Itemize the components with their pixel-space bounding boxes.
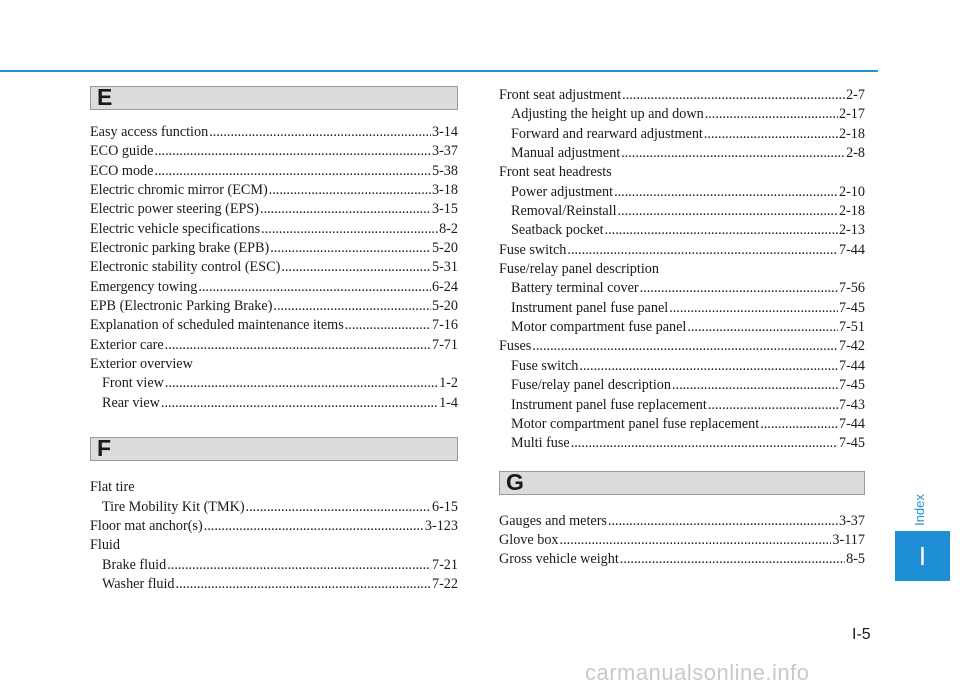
entry-page: 2-17 xyxy=(838,106,865,123)
index-list-f xyxy=(90,478,458,594)
entry-label: Electric chromic mirror (ECM) xyxy=(90,182,268,199)
index-entry[interactable] xyxy=(499,86,865,105)
entry-page: 7-16 xyxy=(431,317,458,334)
entry-label: Washer fluid xyxy=(102,575,175,592)
index-entry xyxy=(499,163,865,182)
top-rule xyxy=(0,70,878,72)
entry-label: Battery terminal cover xyxy=(511,280,639,297)
entry-label: Fluid xyxy=(90,537,120,554)
entry-label: ECO mode xyxy=(90,162,154,179)
entry-page: 2-18 xyxy=(838,125,865,142)
entry-label: Exterior overview xyxy=(90,356,193,373)
entry-page: 3-37 xyxy=(838,512,865,529)
dot-leader xyxy=(620,550,845,569)
entry-label: Electric power steering (EPS) xyxy=(90,201,260,218)
entry-label: Gauges and meters xyxy=(499,512,607,529)
index-entry[interactable] xyxy=(90,239,458,258)
entry-page: 7-45 xyxy=(838,377,865,394)
index-entry xyxy=(90,536,458,555)
entry-label: Front seat headrests xyxy=(499,164,612,181)
entry-label: Gross vehicle weight xyxy=(499,551,619,568)
dot-leader xyxy=(532,337,838,356)
index-entry[interactable] xyxy=(90,316,458,335)
dot-leader xyxy=(273,297,431,316)
entry-page: 5-31 xyxy=(431,259,458,276)
index-subentry[interactable] xyxy=(499,279,865,298)
index-entry[interactable] xyxy=(499,241,865,260)
entry-page: 7-71 xyxy=(431,336,458,353)
dot-leader xyxy=(154,162,431,181)
entry-label: Instrument panel fuse panel xyxy=(511,299,669,316)
index-entry xyxy=(90,355,458,374)
dot-leader xyxy=(176,575,431,594)
entry-page: 2-13 xyxy=(838,222,865,239)
dot-leader xyxy=(281,258,431,277)
entry-label: Electronic stability control (ESC) xyxy=(90,259,281,276)
index-subentry[interactable] xyxy=(499,318,865,337)
entry-page: 7-21 xyxy=(431,556,458,573)
section-letter-e: E xyxy=(97,84,113,110)
dot-leader xyxy=(161,394,438,413)
section-header-e xyxy=(90,86,458,110)
index-subentry[interactable] xyxy=(90,556,458,575)
entry-label: Fuse switch xyxy=(499,241,567,258)
index-subentry[interactable] xyxy=(499,183,865,202)
index-entry xyxy=(499,260,865,279)
index-subentry[interactable] xyxy=(90,498,458,517)
entry-page: 7-43 xyxy=(838,396,865,413)
entry-label: Brake fluid xyxy=(102,556,167,573)
entry-page: 6-24 xyxy=(431,278,458,295)
index-entry[interactable] xyxy=(90,336,458,355)
entry-label: Manual adjustment xyxy=(511,145,621,162)
index-entry[interactable] xyxy=(90,297,458,316)
dot-leader xyxy=(270,239,431,258)
entry-label: Power adjustment xyxy=(511,183,614,200)
entry-page: 2-18 xyxy=(838,203,865,220)
entry-label: Exterior care xyxy=(90,336,164,353)
entry-label: Tire Mobility Kit (TMK) xyxy=(102,498,245,515)
section-header-f xyxy=(90,437,458,461)
entry-label: Forward and rearward adjustment xyxy=(511,125,703,142)
dot-leader xyxy=(204,517,424,536)
index-subentry[interactable] xyxy=(499,434,865,453)
entry-page: 3-18 xyxy=(431,182,458,199)
index-entry[interactable] xyxy=(90,517,458,536)
dot-leader xyxy=(704,125,838,144)
dot-leader xyxy=(165,374,438,393)
entry-page: 6-15 xyxy=(431,498,458,515)
entry-label: Explanation of scheduled maintenance items xyxy=(90,317,344,334)
entry-label: Electronic parking brake (EPB) xyxy=(90,240,270,257)
dot-leader xyxy=(345,316,431,335)
page-number: I-5 xyxy=(852,626,871,643)
entry-label: Multi fuse xyxy=(511,435,570,452)
entry-page: 7-22 xyxy=(431,575,458,592)
index-subentry[interactable] xyxy=(499,376,865,395)
index-subentry[interactable] xyxy=(90,394,458,413)
dot-leader xyxy=(614,183,838,202)
index-subentry[interactable] xyxy=(499,125,865,144)
index-subentry[interactable] xyxy=(499,105,865,124)
index-list-f-continued xyxy=(499,86,865,454)
dot-leader xyxy=(579,357,838,376)
dot-leader xyxy=(571,434,838,453)
dot-leader xyxy=(640,279,838,298)
index-entry[interactable] xyxy=(90,220,458,239)
index-entry[interactable] xyxy=(499,550,865,569)
entry-page: 2-7 xyxy=(846,87,865,103)
dot-leader xyxy=(708,396,838,415)
dot-leader xyxy=(261,220,438,239)
entry-page: 3-37 xyxy=(431,143,458,160)
dot-leader xyxy=(622,86,845,105)
entry-page: 3-14 xyxy=(431,124,458,140)
entry-label: Motor compartment panel fuse replacement xyxy=(511,415,760,432)
index-entry[interactable] xyxy=(499,337,865,356)
dot-leader xyxy=(621,144,845,163)
entry-page: 7-45 xyxy=(838,435,865,452)
side-tab-letter: I xyxy=(918,541,927,571)
dot-leader xyxy=(672,376,838,395)
index-subentry[interactable] xyxy=(499,299,865,318)
entry-label: Fuse/relay panel description xyxy=(511,377,671,394)
dot-leader xyxy=(167,556,431,575)
entry-label: Adjusting the height up and down xyxy=(511,106,704,123)
entry-page: 3-123 xyxy=(424,517,458,534)
dot-leader xyxy=(605,221,838,240)
index-entry[interactable] xyxy=(90,200,458,219)
entry-page: 5-38 xyxy=(431,162,458,179)
entry-label: Removal/Reinstall xyxy=(511,203,617,220)
entry-page: 7-44 xyxy=(838,357,865,374)
entry-label: Rear view xyxy=(102,394,160,411)
entry-page: 2-8 xyxy=(846,145,865,162)
section-letter-f: F xyxy=(97,435,112,462)
index-subentry[interactable] xyxy=(499,202,865,221)
dot-leader xyxy=(669,299,838,318)
dot-leader xyxy=(705,105,838,124)
index-column-right xyxy=(499,86,865,570)
section-header-g xyxy=(499,468,865,495)
dot-leader xyxy=(560,531,832,550)
index-entry[interactable] xyxy=(499,531,865,550)
index-subentry[interactable] xyxy=(499,396,865,415)
index-entry[interactable] xyxy=(90,181,458,200)
index-column-left xyxy=(90,86,458,594)
dot-leader xyxy=(246,498,431,517)
index-entry[interactable] xyxy=(90,123,458,142)
entry-label: Front view xyxy=(102,375,164,392)
entry-page: 1-4 xyxy=(439,394,458,411)
entry-label: ECO guide xyxy=(90,143,154,160)
entry-page: 7-56 xyxy=(838,280,865,297)
entry-label: Fuse/relay panel description xyxy=(499,261,659,278)
index-entry xyxy=(90,478,458,497)
side-tab-label: Index xyxy=(912,494,927,526)
dot-leader xyxy=(165,336,431,355)
index-entry[interactable] xyxy=(499,512,865,531)
index-list-g xyxy=(499,512,865,570)
entry-page: 8-2 xyxy=(439,220,458,237)
entry-label: Fuse switch xyxy=(511,357,579,374)
index-subentry[interactable] xyxy=(499,357,865,376)
dot-leader xyxy=(269,181,431,200)
entry-page: 5-20 xyxy=(431,298,458,315)
entry-label: Instrument panel fuse replacement xyxy=(511,396,707,413)
index-list-e xyxy=(90,123,458,413)
index-subentry[interactable] xyxy=(499,221,865,240)
dot-leader xyxy=(687,318,838,337)
index-subentry[interactable] xyxy=(90,374,458,393)
index-subentry[interactable] xyxy=(499,144,865,163)
index-entry[interactable] xyxy=(90,142,458,161)
entry-label: Floor mat anchor(s) xyxy=(90,517,203,534)
entry-page: 3-15 xyxy=(431,201,458,218)
entry-label: EPB (Electronic Parking Brake) xyxy=(90,298,273,315)
side-tab[interactable] xyxy=(895,531,950,581)
dot-leader xyxy=(567,241,838,260)
dot-leader xyxy=(209,123,431,142)
entry-page: 7-42 xyxy=(838,338,865,355)
entry-page: 1-2 xyxy=(439,375,458,392)
entry-label: Motor compartment fuse panel xyxy=(511,319,687,336)
section-letter-g: G xyxy=(506,468,524,495)
dot-leader xyxy=(760,415,838,434)
index-subentry[interactable] xyxy=(499,415,865,434)
entry-label: Easy access function xyxy=(90,124,209,140)
entry-label: Electric vehicle specifications xyxy=(90,220,261,237)
watermark: carmanualsonline.info xyxy=(585,660,810,685)
entry-page: 5-20 xyxy=(431,240,458,257)
index-subentry[interactable] xyxy=(90,575,458,594)
index-entry[interactable] xyxy=(90,258,458,277)
entry-page: 8-5 xyxy=(846,551,865,568)
entry-page: 7-44 xyxy=(838,241,865,258)
entry-label: Flat tire xyxy=(90,479,135,496)
dot-leader xyxy=(198,278,431,297)
entry-page: 7-44 xyxy=(838,415,865,432)
dot-leader xyxy=(260,200,431,219)
entry-label: Emergency towing xyxy=(90,278,198,295)
entry-page: 7-45 xyxy=(838,299,865,316)
entry-label: Seatback pocket xyxy=(511,222,604,239)
entry-page: 3-117 xyxy=(832,531,865,548)
dot-leader xyxy=(608,512,838,531)
dot-leader xyxy=(154,142,431,161)
entry-page: 7-51 xyxy=(838,319,865,336)
entry-label: Front seat adjustment xyxy=(499,87,622,103)
entry-label: Glove box xyxy=(499,531,559,548)
entry-label: Fuses xyxy=(499,338,532,355)
index-entry[interactable] xyxy=(90,278,458,297)
dot-leader xyxy=(618,202,838,221)
index-entry[interactable] xyxy=(90,162,458,181)
entry-page: 2-10 xyxy=(838,183,865,200)
